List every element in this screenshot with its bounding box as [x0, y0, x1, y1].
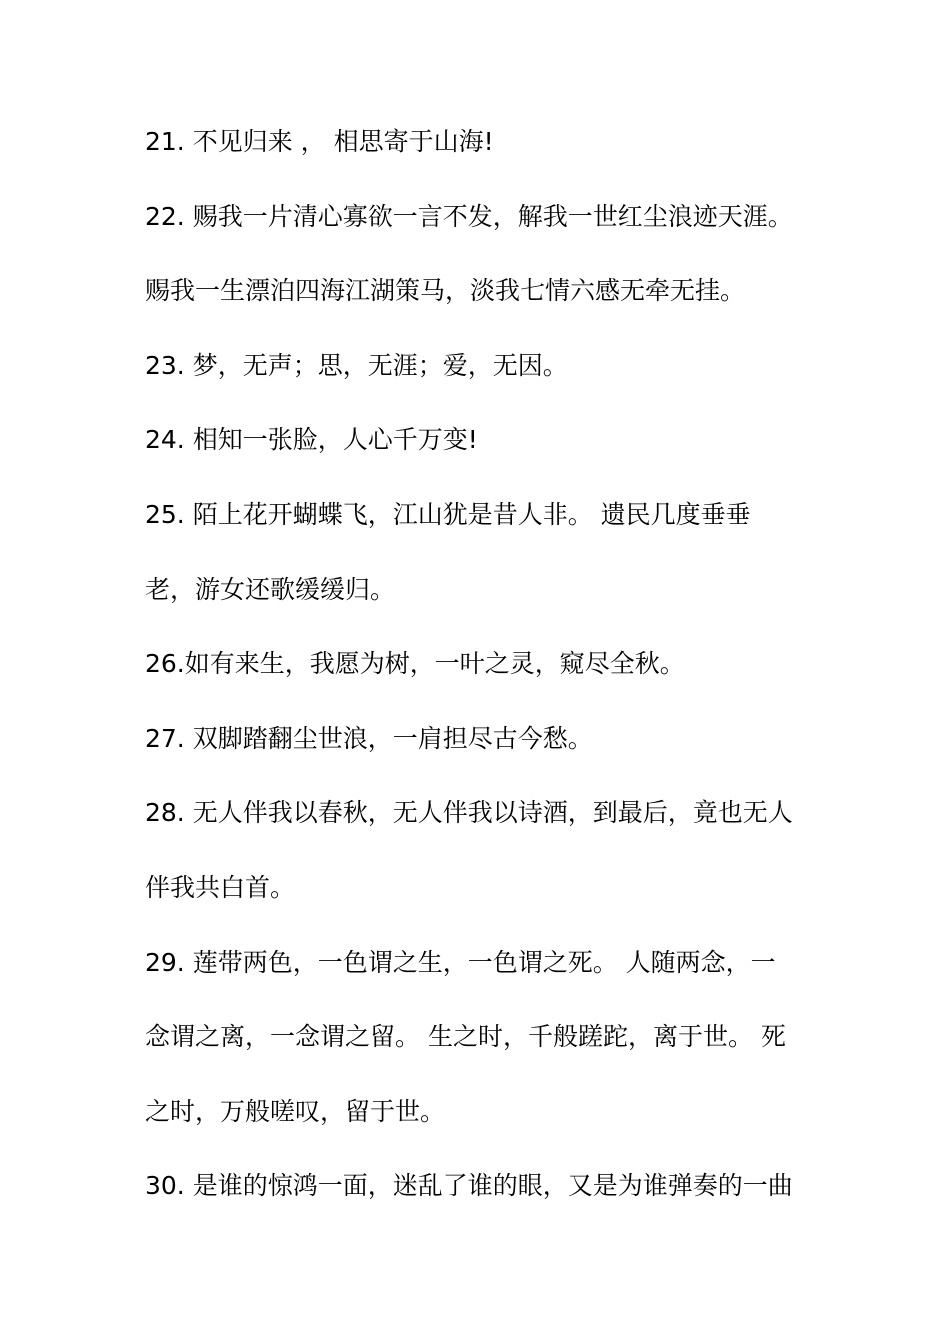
text-line: 26.如有来生，我愿为树，一叶之灵，窥尽全秋。	[145, 649, 685, 679]
text-line: 24. 相知一张脸，人心千万变!	[145, 425, 478, 455]
text-line: 念谓之离，一念谓之留。 生之时，千般蹉跎，离于世。 死	[145, 1022, 786, 1052]
text-line: 23. 梦，无声；思，无涯；爱，无因。	[145, 350, 568, 380]
text-line: 30. 是谁的惊鸿一面，迷乱了谁的眼，又是为谁弹奏的一曲	[145, 1171, 793, 1201]
text-line: 21. 不见归来 ， 相思寄于山海!	[145, 127, 494, 156]
text-body	[145, 118, 810, 1237]
text-line: 老，游女还歌缓缓归。	[145, 574, 396, 604]
text-line: 29. 莲带两色，一色谓之生，一色谓之死。 人随两念，一	[145, 947, 776, 977]
text-line: 28. 无人伴我以春秋，无人伴我以诗酒，到最后，竟也无人	[145, 798, 793, 828]
text-line: 赐我一生漂泊四海江湖策马，淡我七情六感无牵无挂。	[145, 276, 746, 306]
text-line: 27. 双脚踏翻尘世浪，一肩担尽古今愁。	[145, 723, 593, 753]
text-line: 22. 赐我一片清心寡欲一言不发，解我一世红尘浪迹天涯。	[145, 201, 793, 231]
text-line: 25. 陌上花开蝴蝶飞，江山犹是昔人非。 遗民几度垂垂	[145, 499, 751, 529]
text-line: 之时，万般嗟叹，留于世。	[145, 1096, 446, 1126]
text-line: 伴我共白首。	[145, 872, 296, 902]
